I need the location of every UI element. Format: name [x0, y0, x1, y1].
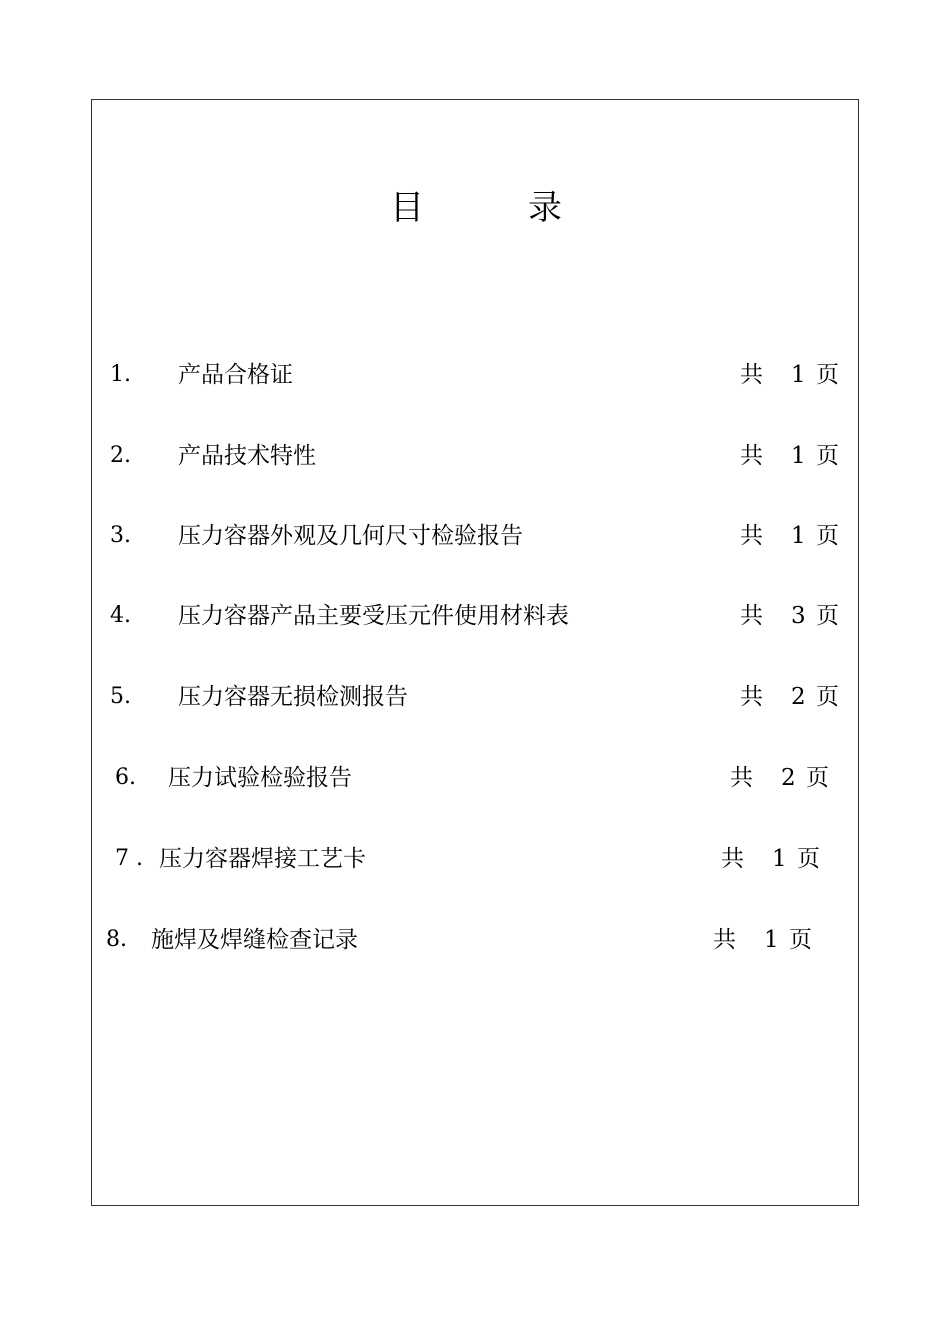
entry-page-count: 2: [791, 684, 806, 710]
entry-gong: 共: [730, 765, 753, 791]
entry-page-count: 1: [791, 362, 806, 388]
entry-page-count: 1: [791, 523, 806, 549]
entry-page-count: 1: [772, 846, 787, 872]
entry-number: 7 .: [115, 846, 143, 871]
entry-page-count: 1: [791, 443, 806, 469]
entry-title: 压力容器焊接工艺卡: [159, 846, 366, 872]
toc-entry-6: [0, 763, 950, 793]
page-title: [0, 186, 950, 230]
entry-ye: 页: [789, 927, 812, 953]
page-border: [91, 99, 859, 1206]
entry-title: 产品技术特性: [178, 443, 316, 469]
entry-number: 1.: [110, 362, 131, 387]
entry-ye: 页: [797, 846, 820, 872]
toc-entry-5: [0, 682, 950, 712]
entry-gong: 共: [740, 362, 763, 388]
entry-ye: 页: [816, 443, 839, 469]
entry-ye: 页: [816, 684, 839, 710]
entry-ye: 页: [806, 765, 829, 791]
toc-entry-3: [0, 521, 950, 551]
entry-number: 6.: [115, 765, 136, 790]
entry-number: 5.: [110, 684, 131, 709]
entry-number: 8.: [106, 927, 127, 952]
entry-gong: 共: [721, 846, 744, 872]
entry-gong: 共: [740, 443, 763, 469]
entry-ye: 页: [816, 523, 839, 549]
toc-entry-7: [0, 844, 950, 874]
entry-title: 压力容器无损检测报告: [178, 684, 408, 710]
entry-page-count: 1: [764, 927, 779, 953]
entry-title: 产品合格证: [178, 362, 293, 388]
entry-title: 压力试验检验报告: [168, 765, 352, 791]
toc-entry-2: [0, 441, 950, 471]
entry-page-count: 2: [781, 765, 796, 791]
entry-gong: 共: [713, 927, 736, 953]
entry-gong: 共: [740, 684, 763, 710]
entry-number: 2.: [110, 443, 131, 468]
entry-gong: 共: [740, 603, 763, 629]
entry-number: 3.: [110, 523, 131, 548]
entry-title: 施焊及焊缝检查记录: [151, 927, 358, 953]
title-char-1: 目: [390, 188, 424, 228]
entry-title: 压力容器产品主要受压元件使用材料表: [178, 603, 569, 629]
toc-entry-8: [0, 925, 950, 955]
entry-page-count: 3: [791, 603, 806, 629]
entry-number: 4.: [110, 603, 131, 628]
entry-title: 压力容器外观及几何尺寸检验报告: [178, 523, 523, 549]
title-char-2: 录: [528, 188, 562, 228]
entry-ye: 页: [816, 603, 839, 629]
entry-ye: 页: [816, 362, 839, 388]
toc-entry-1: [0, 360, 950, 390]
toc-entry-4: [0, 601, 950, 631]
entry-gong: 共: [740, 523, 763, 549]
